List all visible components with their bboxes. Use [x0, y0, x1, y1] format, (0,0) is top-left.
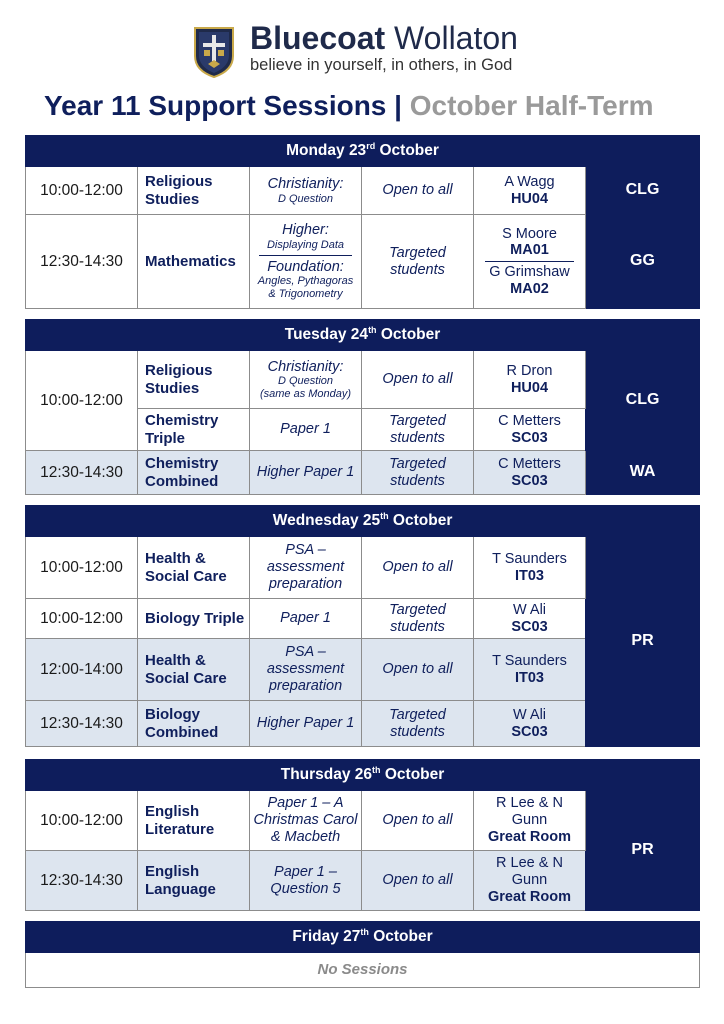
session-staff: T Saunders IT03	[474, 639, 586, 701]
session-subject: English Literature	[138, 791, 250, 851]
session-subject: Health & Social Care	[138, 639, 250, 701]
session-focus: Higher Paper 1	[250, 451, 362, 495]
session-staff: R Lee & N Gunn Great Room	[474, 851, 586, 911]
session-staff: R Lee & N Gunn Great Room	[474, 791, 586, 851]
session-focus: Christianity: D Question (same as Monday)	[250, 351, 362, 409]
session-subject: Health & Social Care	[138, 537, 250, 599]
school-motto: believe in yourself, in others, in God	[250, 56, 513, 74]
session-staff: C Metters SC03	[474, 451, 586, 495]
session-staff: C Metters SC03	[474, 409, 586, 451]
tuesday-table	[25, 319, 700, 495]
session-time: 12:30-14:30	[26, 701, 138, 747]
session-focus: Paper 1 – Question 5	[250, 851, 362, 911]
session-focus: Christianity: D Question	[250, 167, 362, 215]
school-name: Bluecoat Wollaton	[250, 20, 518, 56]
session-audience: Open to all	[362, 537, 474, 599]
session-focus: PSA – assessment preparation	[250, 639, 362, 701]
table-row	[26, 351, 700, 409]
table-row	[26, 537, 700, 599]
table-row	[26, 791, 700, 851]
staff-code: PR	[586, 537, 700, 747]
page-header	[0, 0, 724, 121]
thursday-table	[25, 759, 700, 911]
session-focus: Paper 1	[250, 599, 362, 639]
session-focus: Higher: Displaying Data Foundation: Angles, Pythagoras & Trigonometry	[250, 215, 362, 309]
session-staff: S Moore MA01 G Grimshaw MA02	[474, 215, 586, 309]
table-row	[26, 215, 700, 309]
session-audience: Targeted students	[362, 701, 474, 747]
table-row	[26, 167, 700, 215]
session-subject: Chemistry Combined	[138, 451, 250, 495]
session-subject: Biology Combined	[138, 701, 250, 747]
session-focus: Paper 1	[250, 409, 362, 451]
session-staff: A Wagg HU04	[474, 167, 586, 215]
session-subject: Chemistry Triple	[138, 409, 250, 451]
session-audience: Open to all	[362, 851, 474, 911]
session-audience: Open to all	[362, 639, 474, 701]
monday-table	[25, 135, 700, 309]
day-header-wednesday: Wednesday 25th October	[26, 506, 700, 537]
session-time: 12:30-14:30	[26, 215, 138, 309]
session-focus: PSA – assessment preparation	[250, 537, 362, 599]
session-time: 10:00-12:00	[26, 599, 138, 639]
session-time: 12:30-14:30	[26, 851, 138, 911]
friday-table	[25, 921, 700, 988]
no-sessions-label: No Sessions	[26, 953, 700, 988]
session-time: 12:30-14:30	[26, 451, 138, 495]
table-row	[26, 953, 700, 988]
session-audience: Open to all	[362, 351, 474, 409]
day-header-friday: Friday 27th October	[26, 922, 700, 953]
school-crest-icon	[193, 26, 235, 78]
session-audience: Targeted students	[362, 451, 474, 495]
session-time: 10:00-12:00	[26, 351, 138, 451]
session-subject: Religious Studies	[138, 351, 250, 409]
staff-code: WA	[586, 451, 700, 495]
session-time: 10:00-12:00	[26, 537, 138, 599]
session-time: 10:00-12:00	[26, 167, 138, 215]
session-audience: Targeted students	[362, 409, 474, 451]
page-title: Year 11 Support Sessions | October Half-Term	[44, 90, 654, 121]
day-header-tuesday: Tuesday 24th October	[26, 320, 700, 351]
day-header-monday: Monday 23rd October	[26, 136, 700, 167]
session-focus: Paper 1 – A Christmas Carol & Macbeth	[250, 791, 362, 851]
session-audience: Open to all	[362, 167, 474, 215]
staff-code: CLG	[586, 167, 700, 215]
session-audience: Open to all	[362, 791, 474, 851]
session-audience: Targeted students	[362, 215, 474, 309]
session-subject: Religious Studies	[138, 167, 250, 215]
wednesday-table	[25, 505, 700, 747]
session-audience: Targeted students	[362, 599, 474, 639]
session-focus: Higher Paper 1	[250, 701, 362, 747]
session-subject: Mathematics	[138, 215, 250, 309]
session-subject: Biology Triple	[138, 599, 250, 639]
table-row	[26, 451, 700, 495]
session-staff: R Dron HU04	[474, 351, 586, 409]
day-header-thursday: Thursday 26th October	[26, 760, 700, 791]
session-time: 12:00-14:00	[26, 639, 138, 701]
session-staff: W Ali SC03	[474, 701, 586, 747]
staff-code: CLG	[586, 351, 700, 451]
session-staff: T Saunders IT03	[474, 537, 586, 599]
session-subject: English Language	[138, 851, 250, 911]
session-staff: W Ali SC03	[474, 599, 586, 639]
staff-code: PR	[586, 791, 700, 911]
session-time: 10:00-12:00	[26, 791, 138, 851]
staff-code: GG	[586, 215, 700, 309]
